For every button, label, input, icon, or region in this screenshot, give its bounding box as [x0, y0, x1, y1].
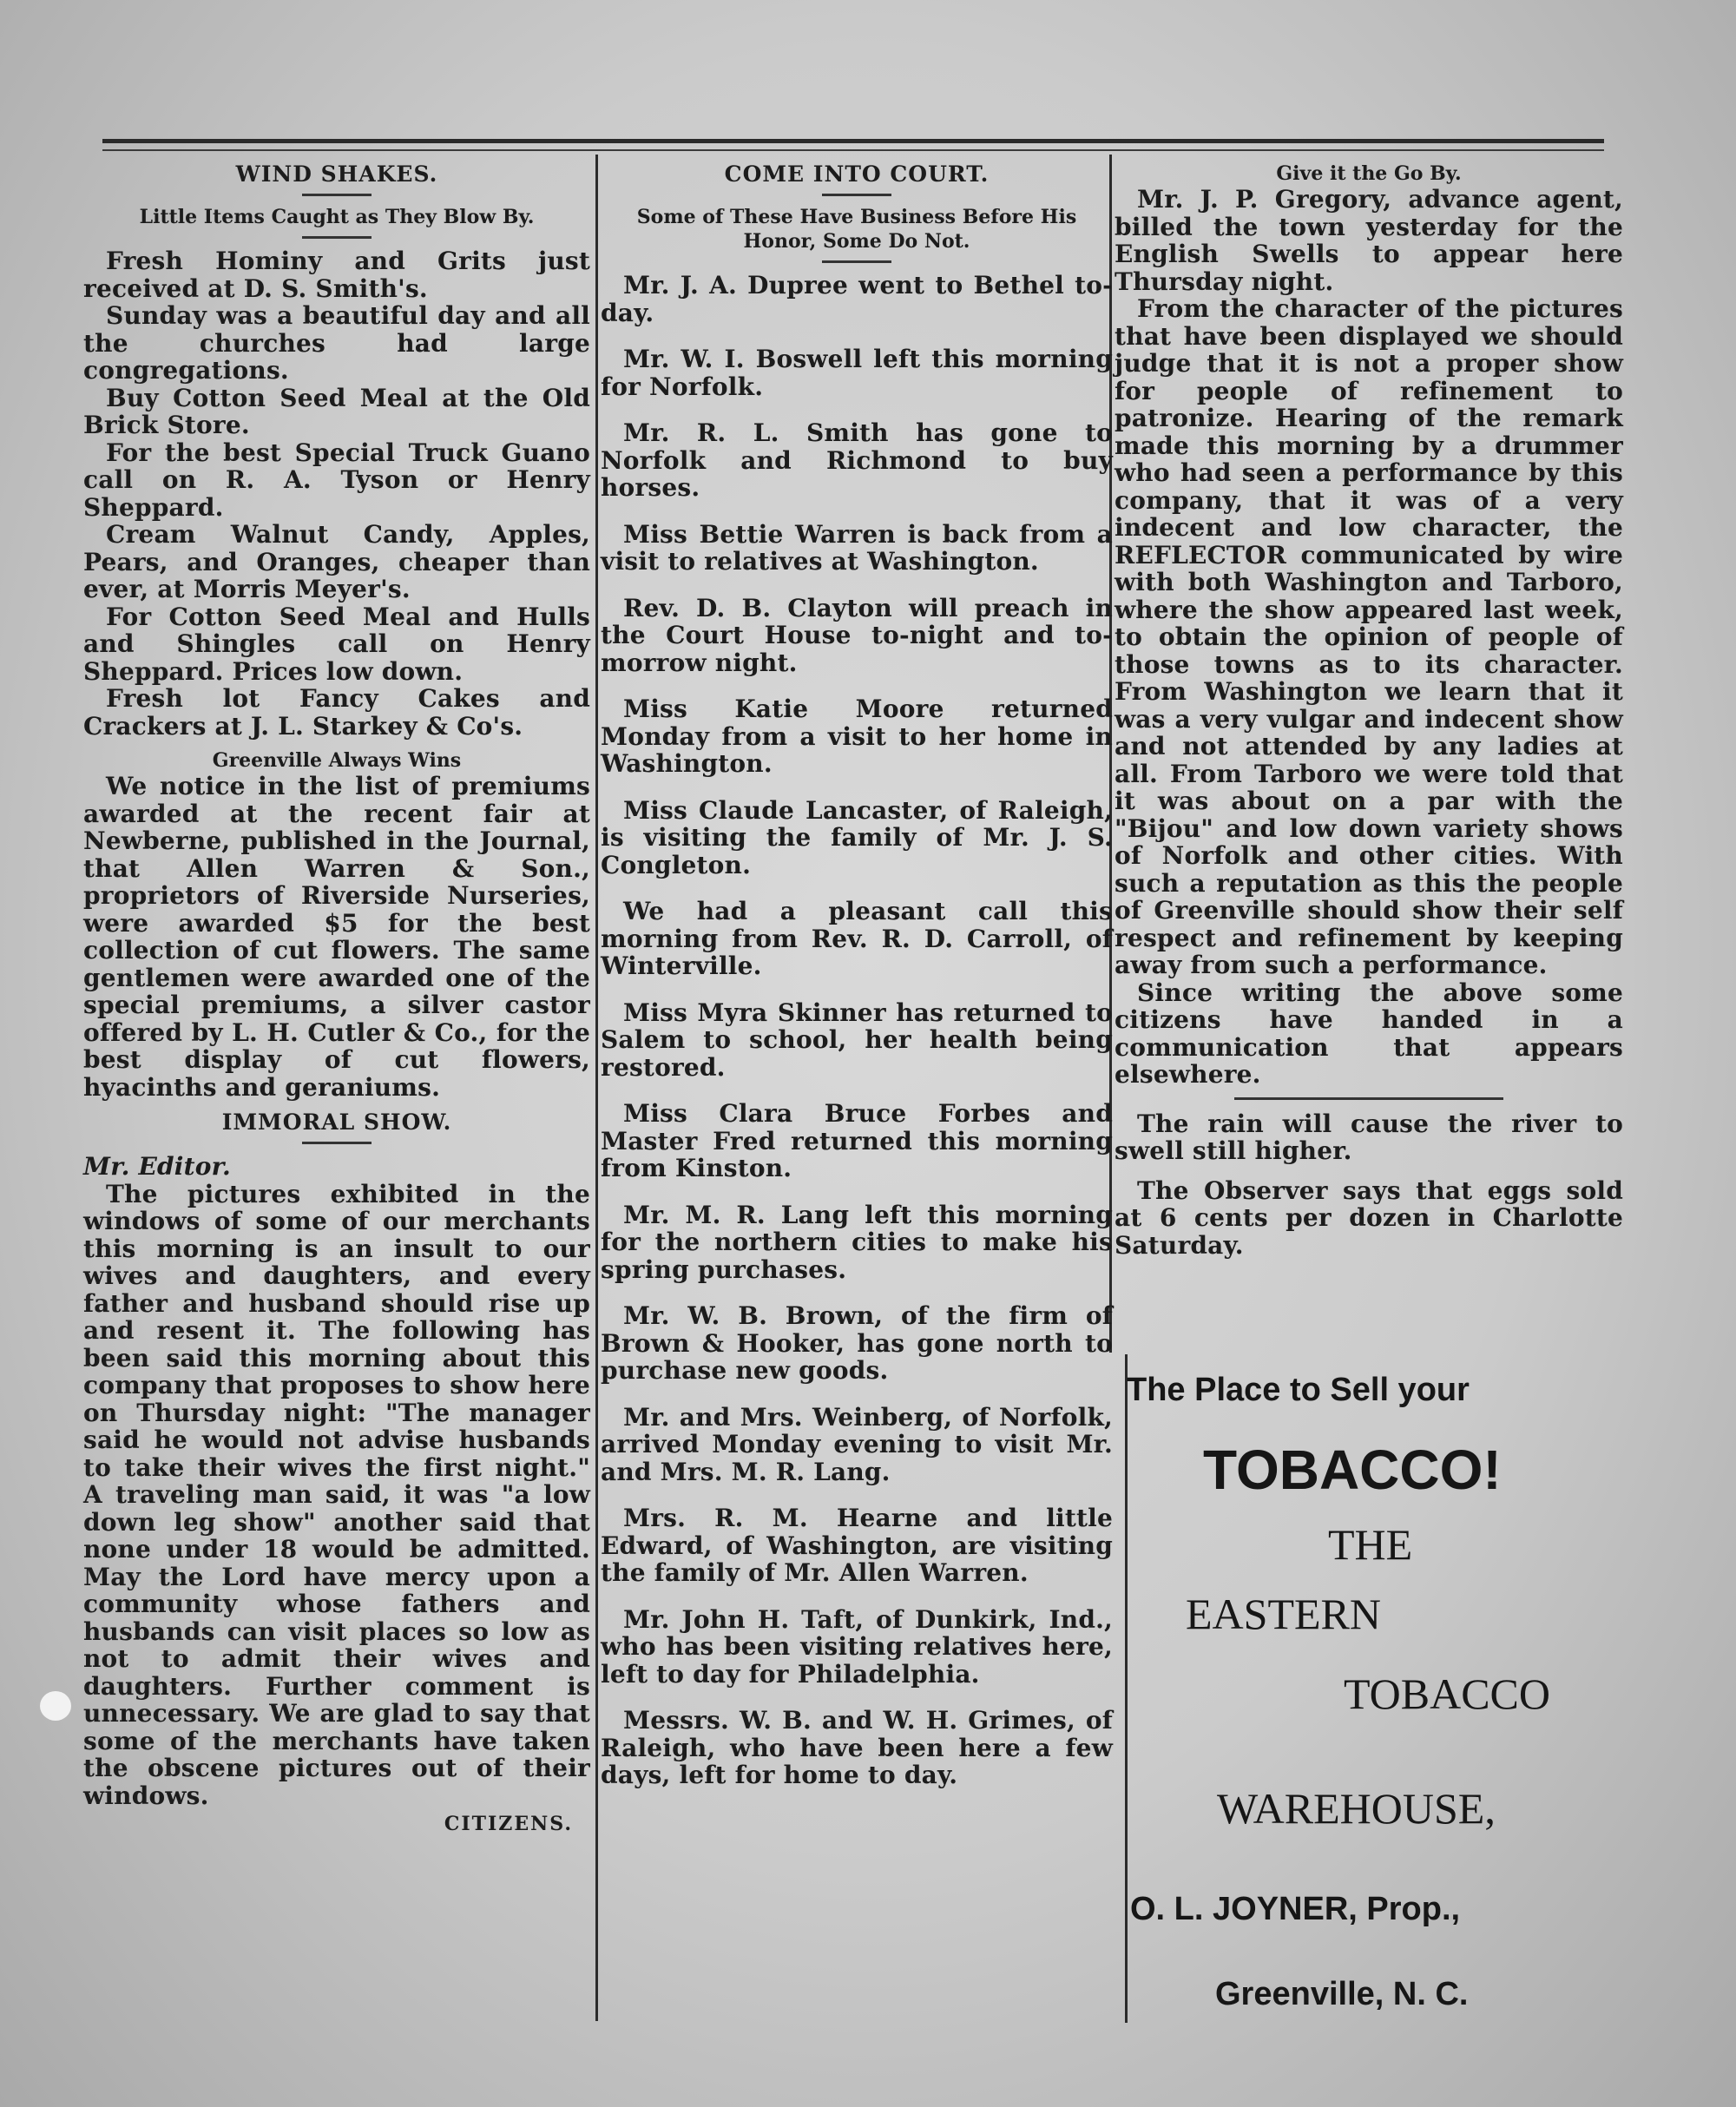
item: Miss Clara Bruce Forbes and Master Fred returned this morning from Kinston.: [601, 1099, 1113, 1182]
item: Mr. W. I. Boswell left this morning for Norfolk.: [601, 345, 1113, 401]
ad-tobacco-headline: TOBACCO!: [1203, 1439, 1502, 1501]
greenville-heading: Greenville Always Wins: [212, 749, 462, 772]
item: Mr. J. A. Dupree went to Bethel to-day.: [601, 271, 1113, 327]
item: For the best Special Truck Guano call on R. A. Tyson or Henry Sheppard.: [83, 438, 590, 522]
signature: CITIZENS.: [444, 1813, 573, 1835]
item: Mr. and Mrs. Weinberg, of Norfolk, arrived Monday evening to visit Mr. and Mrs. M. R. Lang.: [601, 1402, 1113, 1486]
item: Buy Cotton Seed Meal at the Old Brick Store.: [83, 383, 590, 439]
come-into-court-heading: COME INTO COURT.: [724, 161, 990, 187]
item: Fresh Hominy and Grits just received at D. S. Smith's.: [83, 247, 590, 303]
item: Sunday was a beautiful day and all the churches had large congregations.: [83, 301, 590, 385]
salutation: Mr. Editor.: [83, 1152, 231, 1181]
item: Rev. D. B. Clayton will preach in the Court House to-night and to-morrow night.: [601, 593, 1113, 677]
heading-rule: [302, 236, 372, 239]
item: Mr. John H. Taft, of Dunkirk, Ind., who has been visiting relatives here, left to day for Philadelphia.: [601, 1604, 1113, 1689]
item: Fresh lot Fancy Cakes and Crackers at J. L. Starkey & Co's.: [83, 684, 590, 741]
immoral-show-letter: The pictures exhibited in the windows of some of our merchants this morning is an insult to our wives and daughters, and every father and husband should rise up and resent it. The following has been said this morning about this company that proposes to show here on Thursday night: "The manager said he would not advise husbands to take their wives the first night." A traveling man said, it was "a low down leg show" another said that none under 18 would be admitted. May the Lord have mercy upon a community whose fathers and husbands can visit places so low as not to admit their wives and daughters. Further comment is unnecessary. We are glad to say that some of the merchants have taken the obscene pictures out of their windows.: [83, 1179, 590, 1810]
item: Mr. R. L. Smith has gone to Norfolk and Richmond to buy horses.: [601, 418, 1113, 502]
wind-shakes-subheading: Little Items Caught as They Blow By.: [139, 206, 535, 228]
top-rule-thin: [102, 149, 1604, 151]
ad-warehouse: WAREHOUSE,: [1217, 1784, 1496, 1833]
wind-shakes-heading: WIND SHAKES.: [235, 161, 438, 187]
ad-tobacco: TOBACCO: [1344, 1669, 1551, 1718]
ad-the: THE: [1328, 1520, 1413, 1569]
go-by-paragraph-1: Mr. J. P. Gregory, advance agent, billed the town yesterday for the English Swells to appear here Thursday night.: [1115, 185, 1623, 296]
ad-eastern: EASTERN: [1186, 1590, 1381, 1638]
eggs-item: The Observer says that eggs sold at 6 cents per dozen in Charlotte Saturday.: [1115, 1175, 1623, 1260]
heading-rule: [822, 194, 891, 196]
item: Messrs. W. B. and W. H. Grimes, of Raleigh, who have been here a few days, left for home to day.: [601, 1706, 1113, 1789]
go-by-heading: Give it the Go By.: [1276, 162, 1462, 185]
paper-hole: [40, 1691, 71, 1721]
section-rule: [1234, 1097, 1503, 1100]
river-item: The rain will cause the river to swell still higher.: [1115, 1109, 1623, 1165]
heading-rule: [822, 260, 891, 263]
heading-rule: [302, 194, 372, 196]
ad-proprietor: O. L. JOYNER, Prop.,: [1130, 1891, 1461, 1927]
item: Miss Myra Skinner has returned to Salem to school, her health being restored.: [601, 998, 1113, 1082]
greenville-article: We notice in the list of premiums awarded at the recent fair at Newberne, published in the Journal, that Allen Warren & Son., proprietors of Riverside Nurseries, were awarded $5 for the best collection of cut flowers. The same gentlemen were awarded one of the special premiums, a silver castor offered by L. H. Cutler & Co., for the best display of cut flowers, hyacinths and geraniums.: [83, 772, 590, 1102]
item: Cream Walnut Candy, Apples, Pears, and Oranges, cheaper than ever, at Morris Meyer's.: [83, 520, 590, 603]
go-by-paragraph-2: From the character of the pictures that have been displayed we should judge that it is not a proper show for people of refinement to patronize. Hearing of the remark made this morning by a drummer who had seen a performance by this company, that it was of a very indecent and low character, the REFLECTOR communicated by wire with both Washington and Tarboro, where the show appeared last week, to obtain the opinion of people of those towns as to its character. From Washington we learn that it was a very vulgar and indecent show and not attended by any ladies at all. From Tarboro we were told that it was about on a par with the "Bijou" and low down variety shows of Norfolk and other cities. With such a reputation as this the people of Greenville should show their self respect and refinement by keeping away from such a performance.: [1115, 294, 1623, 979]
column-divider-1: [595, 155, 598, 2021]
item: Miss Bettie Warren is back from a visit to relatives at Washington.: [601, 519, 1113, 576]
item: For Cotton Seed Meal and Hulls and Shingles call on Henry Sheppard. Prices low down.: [83, 602, 590, 686]
come-into-court-subheading: Some of These Have Business Before His Honor, Some Do Not.: [636, 206, 1077, 253]
item: Mr. M. R. Lang left this morning for the northern cities to make his spring purchases.: [601, 1200, 1113, 1284]
heading-rule: [302, 1142, 372, 1144]
column-right: [1115, 158, 1623, 1259]
ad-tagline: The Place to Sell your: [1127, 1372, 1470, 1408]
immoral-show-heading: IMMORAL SHOW.: [221, 1109, 452, 1135]
column-left: [83, 158, 590, 1835]
column-middle: [601, 158, 1113, 1789]
item: We had a pleasant call this morning from Rev. R. D. Carroll, of Winterville.: [601, 897, 1113, 980]
item: Mr. W. B. Brown, of the firm of Brown & Hooker, has gone north to purchase new goods.: [601, 1301, 1113, 1385]
item: Miss Katie Moore returned Monday from a visit to her home in Washington.: [601, 695, 1113, 778]
ad-location: Greenville, N. C.: [1215, 1976, 1469, 2012]
tobacco-advertisement: [1120, 1363, 1632, 2012]
item: Mrs. R. M. Hearne and little Edward, of Washington, are visiting the family of Mr. Allen Warren.: [601, 1504, 1113, 1587]
top-rule: [102, 139, 1604, 143]
go-by-paragraph-3: Since writing the above some citizens have handed in a communication that appears elsewhere.: [1115, 978, 1623, 1089]
item: Miss Claude Lancaster, of Raleigh, is visiting the family of Mr. J. S. Congleton.: [601, 795, 1113, 879]
